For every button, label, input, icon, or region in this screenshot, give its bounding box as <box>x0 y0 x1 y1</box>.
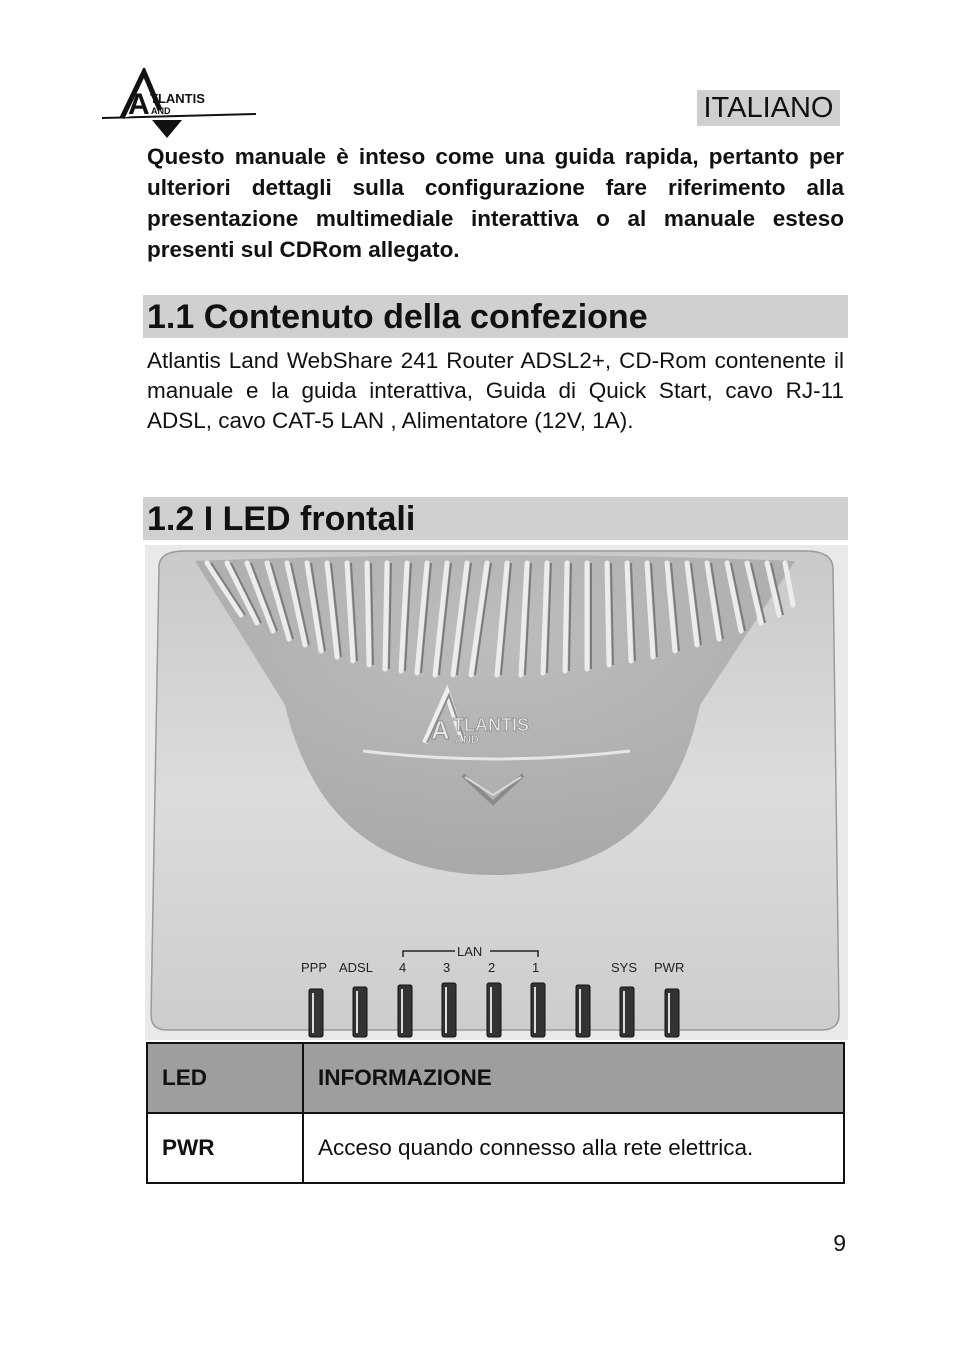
table-row <box>147 1113 844 1183</box>
led-labels <box>301 960 684 975</box>
svg-text:AND: AND <box>151 106 171 116</box>
led-label-ppp: PPP <box>301 960 328 975</box>
svg-text:TLANTIS: TLANTIS <box>150 91 205 106</box>
lan-group-label: LAN <box>457 944 483 959</box>
led-label-pwr: PWR <box>654 960 685 975</box>
language-label: ITALIANO <box>697 90 840 126</box>
led-label-adsl: ADSL <box>339 960 373 975</box>
svg-text:A: A <box>431 715 450 745</box>
section-title-package-contents: 1.1 Contenuto della confezione <box>143 295 848 338</box>
svg-text:TLANTIS: TLANTIS <box>453 715 529 735</box>
table-header-led: LED <box>147 1043 303 1113</box>
table-cell-led-name: PWR <box>147 1113 303 1183</box>
router-front-image <box>145 545 848 1040</box>
table-header-informazione: INFORMAZIONE <box>303 1043 844 1113</box>
package-contents-text: Atlantis Land WebShare 241 Router ADSL2+, CD-Rom contenente il manuale e la guida interattiva, Guida di Quick Start, cavo RJ-11 ADSL, cavo CAT-5 LAN , Alimentatore (12V, 1A). <box>147 348 844 433</box>
svg-text:A: A <box>128 88 150 121</box>
led-label-lan3: 3 <box>443 960 451 975</box>
intro-paragraph: Questo manuale è inteso come una guida rapida, pertanto per ulteriori dettagli sulla configurazione fare riferimento alla presentazione multimediale interattiva o al manuale esteso presenti sul CDRom allegato. <box>147 144 844 262</box>
led-label-lan4: 4 <box>399 960 407 975</box>
led-label-lan2: 2 <box>488 960 496 975</box>
table-cell-led-info: Acceso quando connesso alla rete elettrica. <box>303 1113 844 1183</box>
svg-text:AND: AND <box>455 734 479 746</box>
table-header-row <box>147 1043 844 1113</box>
section-title-front-leds: 1.2 I LED frontali <box>143 497 848 540</box>
led-info-table <box>146 1042 845 1184</box>
atlantis-land-logo <box>100 68 258 140</box>
led-label-lan1: 1 <box>532 960 540 975</box>
page-number: 9 <box>833 1230 846 1256</box>
led-label-sys: SYS <box>611 960 638 975</box>
